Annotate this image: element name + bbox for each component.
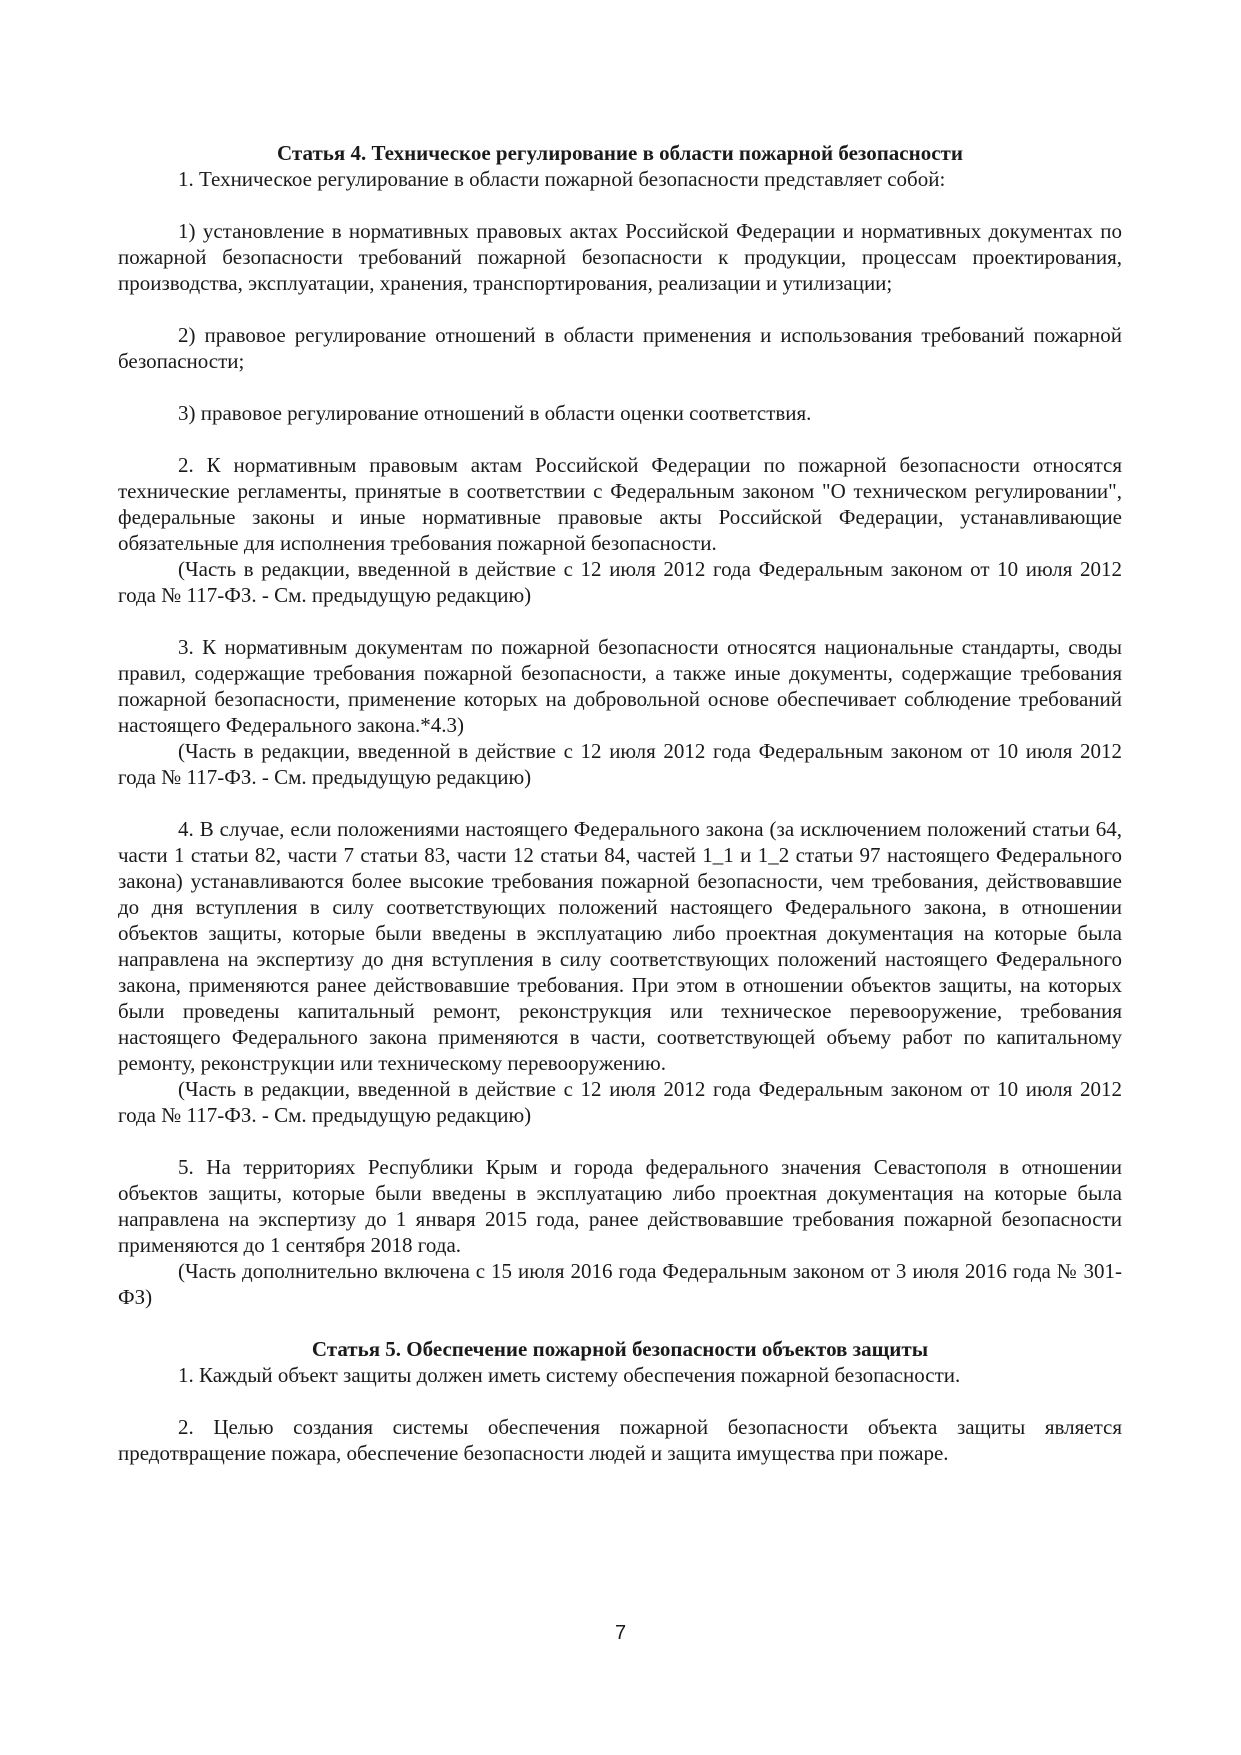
article-4-part-2-note: (Часть в редакции, введенной в действие с 12 июля 2012 года Федеральным законом от 10 июля 2012 года № 117-ФЗ. - См. предыдущую редакцию) [118,557,1122,607]
page-number: 7 [614,1622,627,1644]
article-4-part-4-note: (Часть в редакции, введенной в действие с 12 июля 2012 года Федеральным законом от 10 июля 2012 года № 117-ФЗ. - См. предыдущую редакцию) [118,1077,1122,1127]
article-5-title: Статья 5. Обеспечение пожарной безопасности объектов защиты [311,1337,929,1361]
article-5-part-2: 2. Целью создания системы обеспечения пожарной безопасности объекта защиты является предотвращение пожара, обеспечение безопасности людей и защита имущества при пожаре. [118,1415,1122,1465]
article-4-item-2: 2) правовое регулирование отношений в области применения и использования требований пожарной безопасности; [118,323,1122,373]
article-4-part-5-note: (Часть дополнительно включена с 15 июля 2016 года Федеральным законом от 3 июля 2016 года № 301-ФЗ) [118,1259,1122,1309]
article-4-part-3: 3. К нормативным документам по пожарной безопасности относятся национальные стандарты, своды правил, содержащие требования пожарной безопасности, а также иные документы, содержащие требования пожарной безопасности, применение которых на добровольной основе обеспечивает соблюдение требований настоящего Федерального закона.*4.3) [118,635,1122,737]
article-4-intro: 1. Техническое регулирование в области пожарной безопасности представляет собой: [178,167,946,191]
article-4-part-4: 4. В случае, если положениями настоящего Федерального закона (за исключением положений статьи 64, части 1 статьи 82, части 7 статьи 83, части 12 статьи 84, частей 1_1 и 1_2 статьи 97 настоящего Федерального закона) устанавливаются более высокие требования пожарной безопасности, чем требования, действовавшие до дня вступления в силу соответствующих положений настоящего Федерального закона, в отношении объектов защиты, которые были введены в эксплуатацию либо проектная документация на которые была направлена на экспертизу до дня вступления в силу соответствующих положений настоящего Федерального закона, применяются ранее действовавшие требования. При этом в отношении объектов защиты, на которых были проведены капитальный ремонт, реконструкция или техническое перевооружение, требования настоящего Федерального закона применяются в части, соответствующей объему работ по капитальному ремонту, реконструкции или техническому перевооружению. [118,817,1122,1075]
article-4-title: Статья 4. Техническое регулирование в области пожарной безопасности [277,141,963,165]
article-4-part-5: 5. На территориях Республики Крым и города федерального значения Севастополя в отношении объектов защиты, которые были введены в эксплуатацию либо проектная документация на которые была направлена на экспертизу до 1 января 2015 года, ранее действовавшие требования пожарной безопасности применяются до 1 сентября 2018 года. [118,1155,1122,1257]
article-4-item-1: 1) установление в нормативных правовых актах Российской Федерации и нормативных документах по пожарной безопасности требований пожарной безопасности к продукции, процессам проектирования, производства, эксплуатации, хранения, транспортирования, реализации и утилизации; [118,219,1122,295]
article-4-item-3: 3) правовое регулирование отношений в области оценки соответствия. [178,401,812,425]
document-page [118,140,1122,1466]
article-4-part-2: 2. К нормативным правовым актам Российской Федерации по пожарной безопасности относятся технические регламенты, принятые в соответствии с Федеральным законом "О техническом регулировании", федеральные законы и иные нормативные правовые акты Российской Федерации, устанавливающие обязательные для исполнения требования пожарной безопасности. [118,453,1122,555]
article-5-part-1: 1. Каждый объект защиты должен иметь систему обеспечения пожарной безопасности. [178,1363,961,1387]
article-4-part-3-note: (Часть в редакции, введенной в действие с 12 июля 2012 года Федеральным законом от 10 июля 2012 года № 117-ФЗ. - См. предыдущую редакцию) [118,739,1122,789]
